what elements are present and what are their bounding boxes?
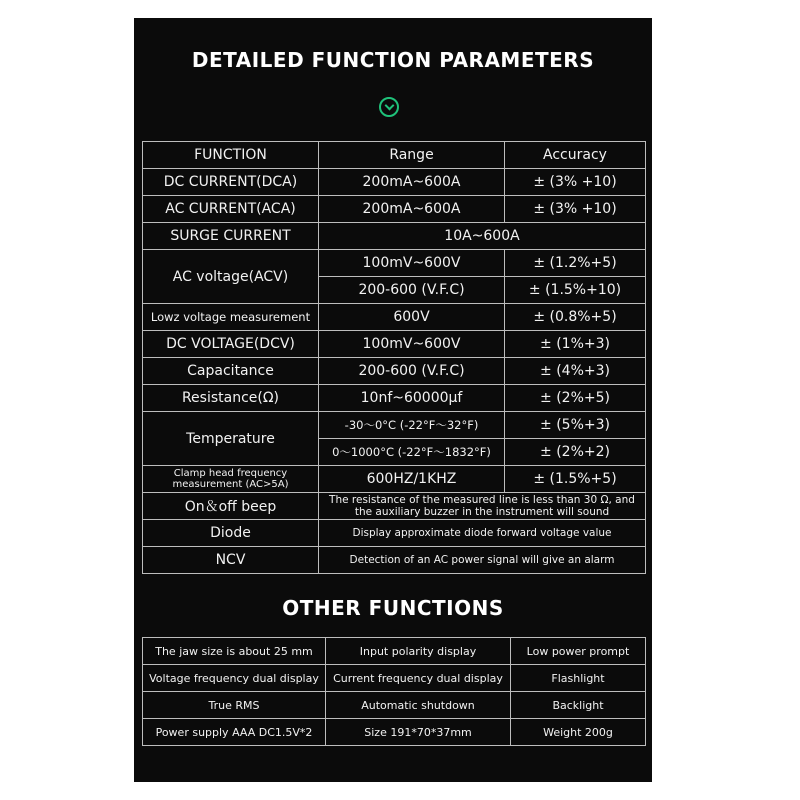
table-row: [143, 304, 646, 331]
table-row: [143, 331, 646, 358]
function-name: AC voltage(ACV): [143, 250, 319, 304]
function-name: Lowz voltage measurement: [143, 304, 319, 331]
page-title: DETAILED FUNCTION PARAMETERS: [191, 48, 595, 72]
feature-cell: The jaw size is about 25 mm: [143, 638, 326, 665]
accuracy-value: ± (1.5%+10): [505, 277, 646, 304]
table-row: [143, 520, 646, 547]
function-name: Temperature: [143, 412, 319, 466]
feature-cell: Voltage frequency dual display: [143, 665, 326, 692]
table-row: [143, 692, 646, 719]
range-value: 600HZ/1KHZ: [319, 466, 505, 493]
range-value: 10nf~60000μf: [319, 385, 505, 412]
spec-panel: [134, 18, 652, 782]
function-name: Resistance(Ω): [143, 385, 319, 412]
accuracy-value: ± (3% +10): [505, 169, 646, 196]
range-value: 0～1000°C (-22°F～1832°F): [319, 439, 505, 466]
function-name: SURGE CURRENT: [143, 223, 319, 250]
function-name: Clamp head frequency measurement (AC>5A): [143, 466, 319, 493]
feature-cell: True RMS: [143, 692, 326, 719]
function-name: AC CURRENT(ACA): [143, 196, 319, 223]
range-value: 200-600 (V.F.C): [319, 277, 505, 304]
accuracy-value: ± (2%+2): [505, 439, 646, 466]
range-value: -30～0°C (-22°F～32°F): [319, 412, 505, 439]
range-value: 600V: [319, 304, 505, 331]
description: The resistance of the measured line is less than 30 Ω, and the auxiliary buzzer in the instrument will sound: [319, 493, 646, 520]
feature-cell: Weight 200g: [511, 719, 646, 746]
range-value: 100mV~600V: [319, 331, 505, 358]
description: Display approximate diode forward voltage value: [319, 520, 646, 547]
range-value: 200-600 (V.F.C): [319, 358, 505, 385]
range-value: 200mA~600A: [319, 169, 505, 196]
feature-cell: Automatic shutdown: [326, 692, 511, 719]
function-name: DC VOLTAGE(DCV): [143, 331, 319, 358]
header-function: FUNCTION: [143, 142, 319, 169]
feature-cell: Flashlight: [511, 665, 646, 692]
function-name: On＆off beep: [143, 493, 319, 520]
feature-cell: Input polarity display: [326, 638, 511, 665]
range-value: 200mA~600A: [319, 196, 505, 223]
table-row: [143, 169, 646, 196]
feature-cell: Low power prompt: [511, 638, 646, 665]
parameters-table: [142, 141, 646, 574]
table-row: [143, 385, 646, 412]
table-row: [143, 665, 646, 692]
table-header-row: [143, 142, 646, 169]
accuracy-value: ± (3% +10): [505, 196, 646, 223]
other-functions-table: [142, 637, 646, 746]
table-row: [143, 547, 646, 574]
description: Detection of an AC power signal will give an alarm: [319, 547, 646, 574]
table-row: [143, 412, 646, 439]
table-row: [143, 358, 646, 385]
function-name: Diode: [143, 520, 319, 547]
section-title: OTHER FUNCTIONS: [282, 596, 504, 620]
feature-cell: Current frequency dual display: [326, 665, 511, 692]
feature-cell: Power supply AAA DC1.5V*2: [143, 719, 326, 746]
feature-cell: Size 191*70*37mm: [326, 719, 511, 746]
range-value: 100mV~600V: [319, 250, 505, 277]
accuracy-value: ± (1%+3): [505, 331, 646, 358]
chevron-down-icon: [379, 97, 399, 117]
function-name: Capacitance: [143, 358, 319, 385]
accuracy-value: ± (2%+5): [505, 385, 646, 412]
table-row: [143, 493, 646, 520]
range-value: 10A~600A: [319, 223, 646, 250]
accuracy-value: ± (1.2%+5): [505, 250, 646, 277]
function-name: NCV: [143, 547, 319, 574]
table-row: [143, 196, 646, 223]
header-accuracy: Accuracy: [505, 142, 646, 169]
table-row: [143, 250, 646, 277]
header-range: Range: [319, 142, 505, 169]
accuracy-value: ± (4%+3): [505, 358, 646, 385]
table-row: [143, 223, 646, 250]
accuracy-value: ± (1.5%+5): [505, 466, 646, 493]
accuracy-value: ± (5%+3): [505, 412, 646, 439]
function-name: DC CURRENT(DCA): [143, 169, 319, 196]
feature-cell: Backlight: [511, 692, 646, 719]
table-row: [143, 466, 646, 493]
accuracy-value: ± (0.8%+5): [505, 304, 646, 331]
table-row: [143, 638, 646, 665]
table-row: [143, 719, 646, 746]
